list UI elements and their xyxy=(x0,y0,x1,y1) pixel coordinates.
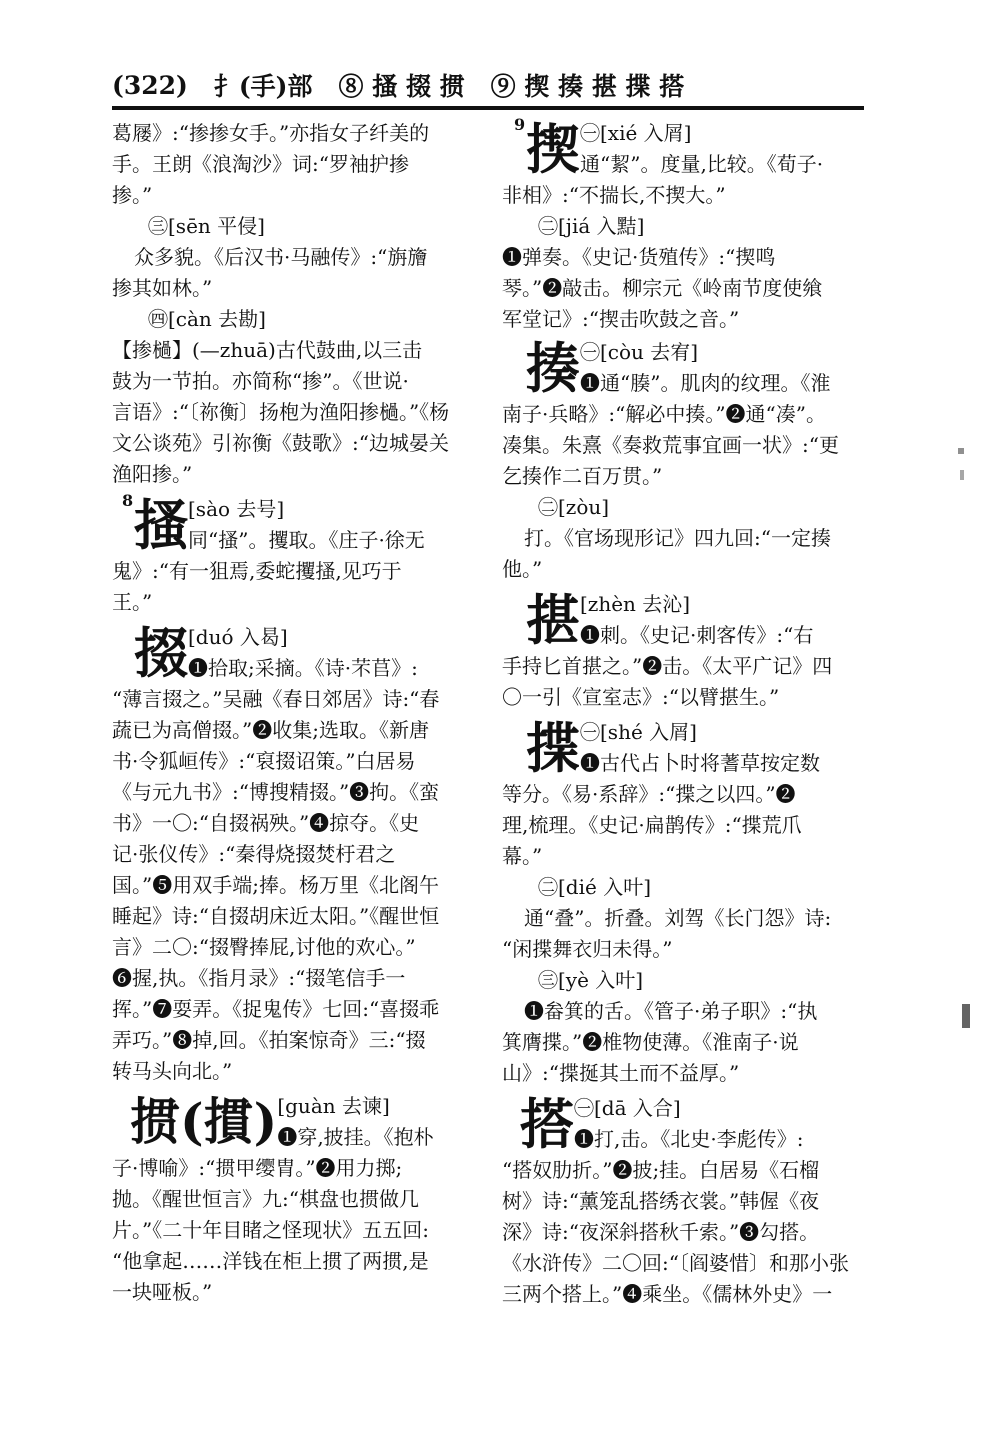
text-line: ❶通“腠”。肌肉的纹理。《淮 xyxy=(580,371,831,395)
text-line: 言语》:“〔祢衡〕扬枹为渔阳掺檛。”《杨 xyxy=(112,400,450,424)
reading-line: ㊂[yè 入叶] xyxy=(538,968,644,992)
text-line: 鬼》:“有一狙焉,委蛇攫搔,见巧于 xyxy=(112,559,402,583)
stroke-count: 8 xyxy=(122,491,134,510)
text-line: ❶打,击。《北史·李彪传》: xyxy=(574,1127,804,1151)
headword-da: 搭 xyxy=(520,1092,574,1156)
text-line: 蔬已为高僧掇。”❷收集;选取。《新唐 xyxy=(112,718,429,742)
right-column xyxy=(502,115,862,1310)
text-line: ❶畚箕的舌。《管子·弟子职》:“执 xyxy=(524,999,818,1023)
text-line: 山》:“揲挻其土而不益厚。” xyxy=(502,1061,740,1085)
text-line: 记·张仪传》:“秦得烧掇焚杅君之 xyxy=(112,842,396,866)
text-line: 葛屦》:“掺掺女手。”亦指女子纤美的 xyxy=(112,121,430,145)
left-column xyxy=(112,118,474,1308)
entry-sao xyxy=(112,491,474,557)
text-line: 弄巧。”❽掉,回。《拍案惊奇》三:“掇 xyxy=(112,1028,426,1052)
reading-line: [sào 去号] xyxy=(188,497,285,521)
text-line: 树》诗:“薰笼乱搭绣衣裳。”韩偓《夜 xyxy=(502,1189,820,1213)
headword-sao: 8 搔 xyxy=(122,491,188,557)
text-line: 书》一〇:“自掇祸殃。”❹掠夺。《史 xyxy=(112,811,420,835)
reading-line: [duó 入曷] xyxy=(188,625,288,649)
text-line: 南子·兵略》:“解必中揍。”❷通“凑”。 xyxy=(502,402,826,426)
reading-line: ㊀[shé 入屑] xyxy=(580,720,697,744)
text-line: ❻握,执。《指月录》:“掇笔信手一 xyxy=(112,966,406,990)
entry-zhen xyxy=(502,589,862,651)
reading-line: ㊂[sēn 平侵] xyxy=(148,214,265,238)
text-line: “他拿起……洋钱在柜上掼了两掼,是 xyxy=(112,1249,429,1273)
text-line: 一块哑板。” xyxy=(112,1280,213,1304)
text-line: 通“絜”。度量,比较。《荀子· xyxy=(580,152,824,176)
text-line: 三两个搭上。”❹乘坐。《儒林外史》一 xyxy=(502,1282,833,1306)
reading-line: ㊀[xié 入屑] xyxy=(580,121,692,145)
text-line: 子·博喻》:“掼甲缨胄。”❷用力掷; xyxy=(112,1156,403,1180)
text-line: 琴。”❷敲击。柳宗元《岭南节度使飨 xyxy=(502,276,823,300)
text-line: 理,梳理。《史记·扁鹊传》:“揲荒爪 xyxy=(502,813,802,837)
text-line: 箕膺揲。”❷椎物使薄。《淮南子·说 xyxy=(502,1030,799,1054)
text-line: 通“叠”。折叠。刘驾《长门怨》诗: xyxy=(524,906,832,930)
reading-line: ㊀[còu 去宥] xyxy=(580,340,699,364)
text-line: “搭奴肋折。”❷披;挂。白居易《石榴 xyxy=(502,1158,820,1182)
text-line: 片。”《二十年目睹之怪现状》五五回: xyxy=(112,1218,429,1242)
text-line: 抛。《醒世恒言》九:“棋盘也掼做几 xyxy=(112,1187,419,1211)
text-line: 手。王朗《浪淘沙》词:“罗袖护掺 xyxy=(112,152,409,176)
text-line: 《水浒传》二〇回:“〔阎婆惜〕和那小张 xyxy=(502,1251,849,1275)
headword-guan: 掼(摜) xyxy=(130,1092,278,1151)
entry-she xyxy=(502,717,862,779)
text-line: 他。” xyxy=(502,557,543,581)
text-line: 乞揍作二百万贯。” xyxy=(502,464,663,488)
reading-line: ㊁[jiá 入黠] xyxy=(538,214,645,238)
text-line: 睡起》诗:“自掇胡床近太阳。”《醒世恒 xyxy=(112,904,440,928)
text-line: 幕。” xyxy=(502,844,543,868)
text-line: 国。”❺用双手端;捧。杨万里《北阁午 xyxy=(112,873,439,897)
text-line: 同“搔”。攫取。《庄子·徐无 xyxy=(188,528,425,552)
text-line: 深》诗:“夜深斜搭秋千索。”❸勾搭。 xyxy=(502,1220,820,1244)
stroke-count: 9 xyxy=(514,115,526,134)
text-line: ❶古代占卜时将蓍草按定数 xyxy=(580,751,820,775)
reading-line: ㊀[dā 入合] xyxy=(574,1096,681,1120)
entry-guan xyxy=(112,1091,474,1153)
reading-line: [guàn 去谏] xyxy=(277,1094,390,1118)
entry-cou xyxy=(502,337,862,399)
text-line: 挥。”❼耍弄。《捉鬼传》七回:“喜掇乖 xyxy=(112,997,440,1021)
text-line: 掺其如林。” xyxy=(112,276,213,300)
header-rule xyxy=(112,106,864,110)
radical-label: 扌(手)部 xyxy=(213,72,313,101)
text-line: 《与元九书》:“博搜精掇。”❸拘。《蛮 xyxy=(112,780,440,804)
entry-da xyxy=(502,1093,862,1155)
headword-she: 揲 xyxy=(526,716,580,780)
text-line: 等分。《易·系辞》:“揲之以四。”❷ xyxy=(502,782,796,806)
text-line: 王。” xyxy=(112,590,153,614)
text-line: 鼓为一节拍。亦简称“掺”。《世说· xyxy=(112,369,409,393)
text-line: 凑集。朱熹《奏救荒事宜画一状》:“更 xyxy=(502,433,839,457)
text-line: 文公谈苑》引祢衡《鼓歌》:“边城晏关 xyxy=(112,431,449,455)
headword-xie: 9 揳 xyxy=(514,115,580,181)
page-header xyxy=(112,66,862,104)
text-line: 书·令狐峘传》:“裒掇诏策。”白居易 xyxy=(112,749,416,773)
scan-mark xyxy=(960,470,964,480)
text-line: 【掺檛】(—zhuā)古代鼓曲,以三击 xyxy=(112,338,423,362)
text-line: ❶刺。《史记·刺客传》:“右 xyxy=(580,623,814,647)
reading-line: [zhèn 去沁] xyxy=(580,592,691,616)
reading-line: ㊁[dié 入叶] xyxy=(538,875,651,899)
text-line: ❶拾取;采摘。《诗·芣苢》: xyxy=(188,656,418,680)
text-line: 转马头向北。” xyxy=(112,1059,233,1083)
text-line: 打。《官场现形记》四九回:“一定揍 xyxy=(524,526,831,550)
text-line: ❶弹奏。《史记·货殖传》:“揳鸣 xyxy=(502,245,776,269)
stroke-group-9: ⑨ 揳 揍 揕 揲 搭 xyxy=(490,72,685,101)
headword-cou: 揍 xyxy=(526,336,580,400)
scan-mark xyxy=(958,448,964,454)
text-line: 非相》:“不揣长,不揳大。” xyxy=(502,183,726,207)
reading-line: ㊁[zòu] xyxy=(538,495,610,519)
text-line: “闲揲舞衣归未得。” xyxy=(502,937,673,961)
headword-duo: 掇 xyxy=(134,621,188,685)
text-line: 渔阳掺。” xyxy=(112,462,193,486)
text-line: ❶穿,披挂。《抱朴 xyxy=(277,1125,434,1149)
stroke-group-8: ⑧ 搔 掇 掼 xyxy=(338,72,465,101)
entry-xie xyxy=(502,115,862,181)
text-line: 掺。” xyxy=(112,183,153,207)
text-line: 手持匕首揕之。”❷击。《太平广记》四 xyxy=(502,654,833,678)
text-line: 〇一引《宣室志》:“以臂揕生。” xyxy=(502,685,780,709)
page-number: (322) xyxy=(112,70,188,100)
headword-zhen: 揕 xyxy=(526,588,580,652)
entry-duo xyxy=(112,622,474,684)
text-line: 军堂记》:“揳击吹鼓之音。” xyxy=(502,307,740,331)
text-line: 言》二〇:“掇臀捧屁,讨他的欢心。” xyxy=(112,935,416,959)
reading-line: ㊃[càn 去勘] xyxy=(148,307,266,331)
scan-mark xyxy=(962,1004,970,1028)
text-line: “薄言掇之。”吴融《春日郊居》诗:“春 xyxy=(112,687,440,711)
text-line: 众多貌。《后汉书·马融传》:“旃旝 xyxy=(134,245,428,269)
